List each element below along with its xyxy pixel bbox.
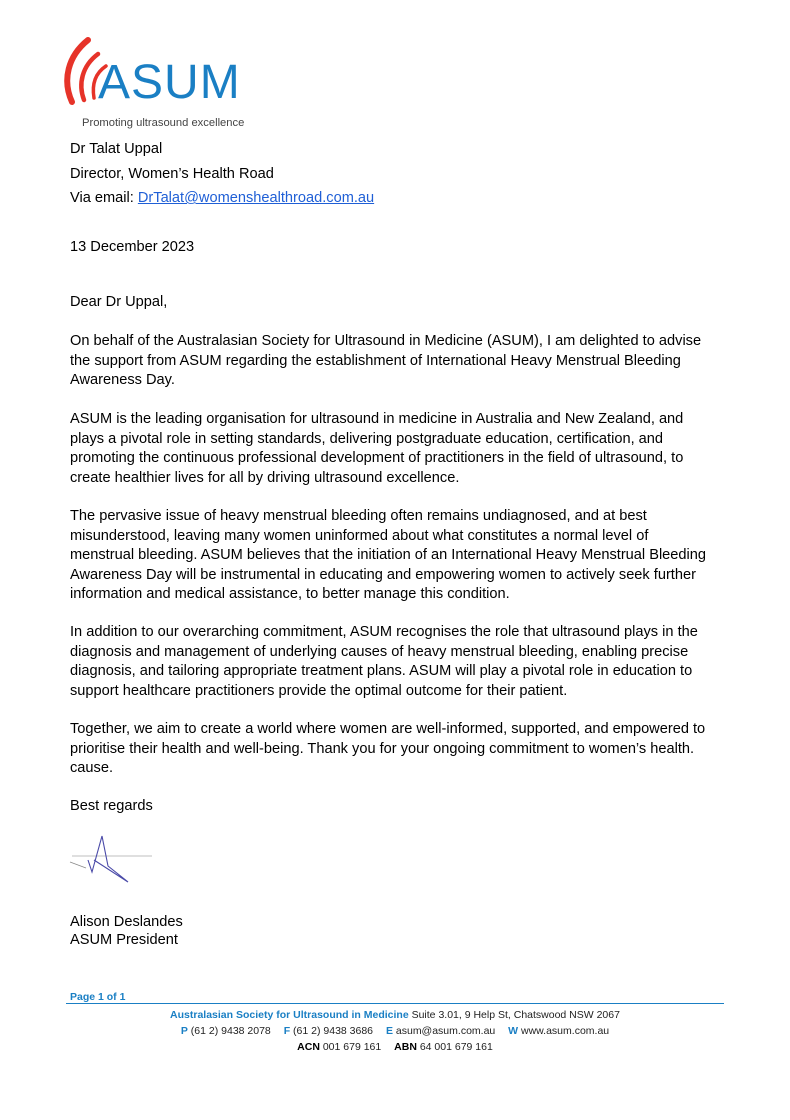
footer-contacts — [0, 1025, 790, 1037]
footer-org: Australasian Society for Ultrasound in Medicine — [170, 1009, 409, 1021]
acn-label: ACN — [297, 1041, 320, 1053]
footer-address-text: Suite 3.01, 9 Help St, Chatswood NSW 2067 — [408, 1009, 620, 1021]
logo-wordmark: ASUM — [98, 56, 241, 109]
letter-date: 13 December 2023 — [70, 239, 195, 255]
footer-registration — [0, 1041, 790, 1053]
signature-image — [68, 832, 158, 887]
text-line: In addition to our overarching commitment, ASUM recognises the role that ultrasound plays in the — [70, 624, 698, 640]
text-line: create healthier lives for all by driving ultrasound excellence. — [70, 469, 460, 486]
text-line: On behalf of the Australasian Society for Ultrasound in Medicine (ASUM), I am delighted to advise — [70, 333, 702, 349]
footer-email: asum@asum.com.au — [392, 1025, 496, 1037]
salutation: Dear Dr Uppal, — [70, 294, 168, 310]
acn: 001 679 161 — [319, 1041, 382, 1053]
closing: Best regards — [70, 798, 153, 814]
signatory-title: ASUM President — [70, 931, 178, 948]
text-line: the support from ASUM regarding the establishment of International Heavy Menstrual Bleeding — [70, 352, 681, 369]
footer-address — [0, 1009, 790, 1021]
recipient-email-link[interactable]: DrTalat@womenshealthroad.com.au — [137, 190, 375, 206]
text-line: diagnosis, and tailoring appropriate treatment plans. ASUM will play a pivotal role in education to — [70, 663, 693, 679]
phone: (61 2) 9438 2078 — [187, 1025, 271, 1037]
footer-website: www.asum.com.au — [518, 1025, 610, 1037]
page-number: Page 1 of 1 — [70, 991, 126, 1003]
email-label: E — [385, 1025, 393, 1037]
abn-label: ABN — [394, 1041, 417, 1053]
paragraph-3 — [70, 507, 706, 605]
footer-divider — [66, 1003, 724, 1004]
paragraph-2 — [70, 410, 683, 488]
text-line: support healthcare practitioners provide the optimal outcome for their patient. — [70, 682, 568, 699]
text-line: Together, we aim to create a world where women are well-informed, supported, and empowered to — [70, 721, 706, 737]
web-label: W — [508, 1025, 519, 1037]
paragraph-4 — [70, 623, 698, 701]
via-email-label: Via email: — [70, 190, 138, 206]
fax-label: F — [283, 1025, 291, 1037]
text-line: menstrual bleeding. ASUM believes that the initiation of an International Heavy Menstrual Bleeding — [70, 547, 707, 563]
recipient-name: Dr Talat Uppal — [70, 141, 163, 157]
paragraph-1 — [70, 332, 701, 391]
phone-label: P — [180, 1025, 188, 1037]
paragraph-5 — [70, 720, 705, 779]
text-line: cause. — [70, 760, 113, 776]
text-line: plays a pivotal role in setting standards, delivering postgraduate education, certification, and — [70, 430, 664, 447]
text-line: information and medical assistance, to better manage this condition. — [70, 586, 510, 602]
text-line: Awareness Day will be instrumental in educating and empowering women to actively seek further — [70, 566, 696, 583]
abn: 64 001 679 161 — [416, 1041, 493, 1053]
text-line: ASUM is the leading organisation for ultrasound in medicine in Australia and New Zealand, and — [70, 411, 684, 427]
text-line: Awareness Day. — [70, 372, 175, 388]
recipient-block — [70, 137, 374, 211]
recipient-title: Director, Women’s Health Road — [70, 165, 274, 182]
asum-logo — [60, 36, 250, 132]
fax: (61 2) 9438 3686 — [290, 1025, 374, 1037]
signatory-name: Alison Deslandes — [70, 914, 183, 930]
logo-tagline: Promoting ultrasound excellence — [82, 117, 245, 129]
text-line: The pervasive issue of heavy menstrual bleeding often remains undiagnosed, and at best — [70, 508, 647, 524]
text-line: promoting the continuous professional development of practitioners in the field of ultrasound, to — [70, 450, 684, 466]
text-line: misunderstood, leaving many women uninformed about what constitutes a normal level of — [70, 527, 649, 544]
text-line: prioritise their health and well-being. Thank you for your ongoing commitment to women’s health. — [70, 740, 695, 757]
text-line: diagnosis and management of underlying causes of heavy menstrual bleeding, enabling precise — [70, 643, 689, 660]
signatory-block — [70, 914, 183, 949]
